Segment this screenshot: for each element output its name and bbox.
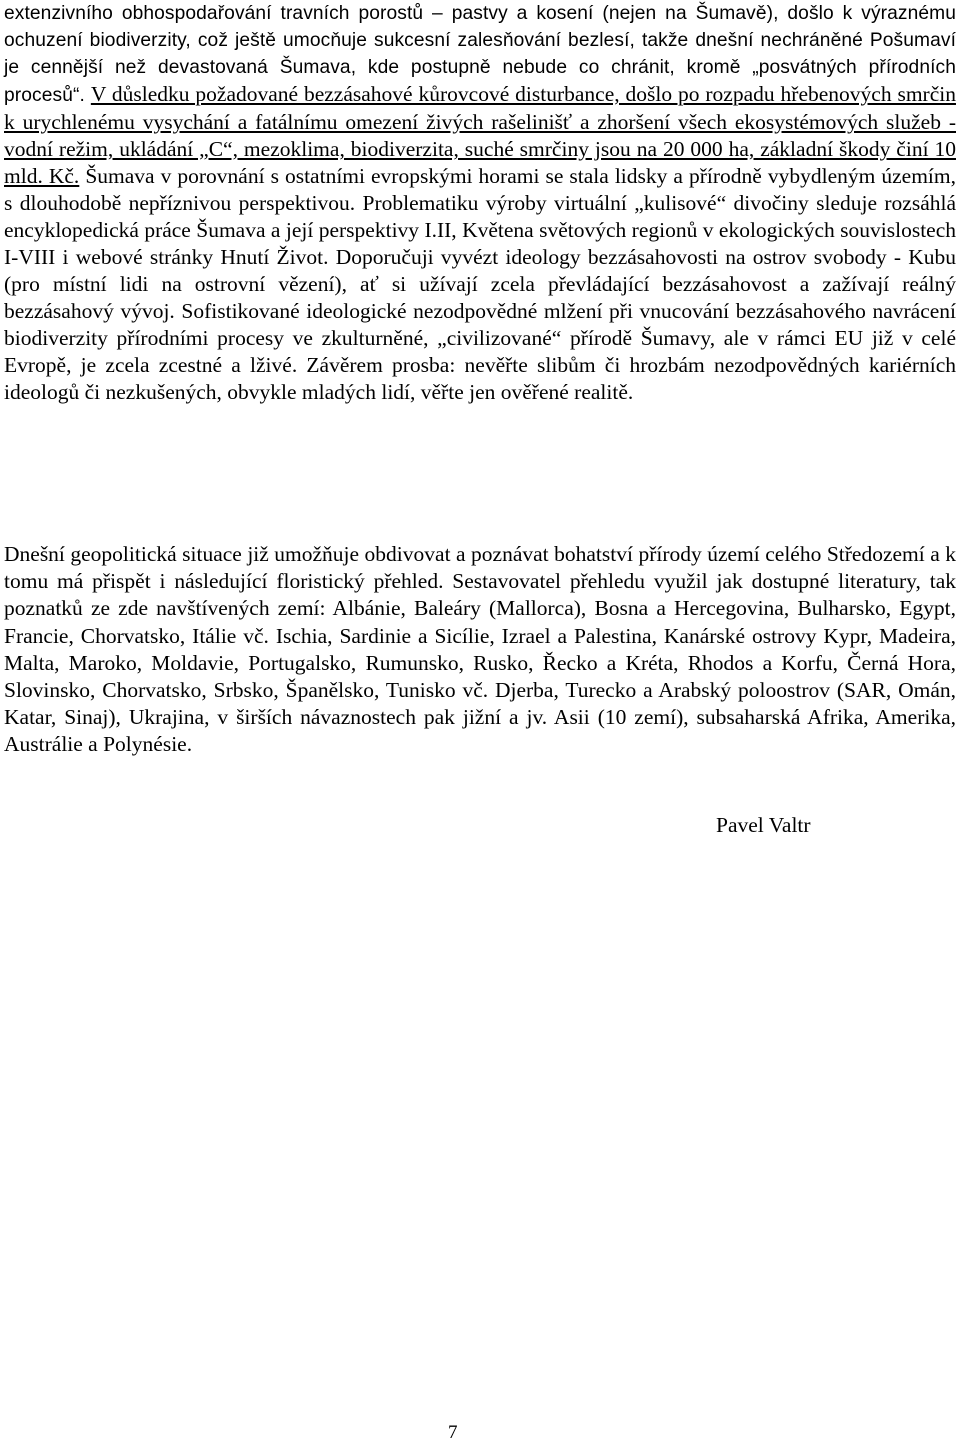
document-page <box>4 0 956 1444</box>
page-number: 7 <box>448 1422 458 1443</box>
paragraph-intro-serif-text: Problematiku výroby virtuální „kulisové“ divočiny sleduje rozsáhlá encyklopedická práce Šumava a její perspektivy I.II, Květena světových regionů v ekologických souvislostech I-VIII i webové stránky Hnutí Život. Doporučuji vyvézt ideology bezzásahovosti na ostrov svobody - Kubu (pro místní lidi na ostrovní vězení), ať si užívají zcela převládající bezzásahovost a zažívají reálný bezzásahový vývoj. Sofistikované ideologické nezodpovědné mlžení při vnucování bezzásahového navrácení biodiverzity přírodními procesy ve zkulturněné, „civilizované“ přírodě Šumavy, ale v rámci EU již v celé Evropě, je zcela zcestné a lživé. Závěrem prosba: nevěřte slibům či hrozbám nezodpovědných kariérních ideologů či nezkušených, obvykle mladých lidí, věřte jen ověřené realitě. <box>4 191 957 404</box>
paragraph-intro-underlined-text: V důsledku požadované bezzásahové kůrovcové disturbance, došlo po rozpadu hřebenových smrčin k urychlenému vysychání a fatálnímu omezení živých rašelinišť a zhoršení všech ekosystémových služeb - vodní režim, ukládání „C“, mezoklima, biodiverzita, suché smrčiny jsou na 20 000 ha, základní škody činí 10 mld. Kč. <box>4 82 956 188</box>
paragraph-intro-sumava-text: Šumava v porovnání s ostatními evropskými horami se stala lidsky a přírodně vybydleným územím, s dlouhodobě nepříznivou perspektivou. <box>4 164 956 215</box>
paragraph-intro <box>4 0 956 406</box>
paragraph-intro-sans-text: extenzivního obhospodařování travních porostů – pastvy a kosení (nejen na Šumavě), došlo k výraznému ochuzení biodiverzity, což ještě umocňuje sukcesní zalesňování bezlesí, takže dnešní nechráněné Pošumaví je cennější než devastovaná Šumava, kde postupně nebude co chránit, kromě „posvátných přírodních procesů“. <box>4 3 956 106</box>
author-signature: Pavel Valtr <box>716 813 811 837</box>
paragraph-geopolitics: Dnešní geopolitická situace již umožňuje obdivovat a poznávat bohatství přírody území celého Středozemí a k tomu má přispět i následující floristický přehled. Sestavovatel přehledu využil jak dostupné literatury, tak poznatků ze zde navštívených zemí: Albánie, Baleáry (Mallorca), Bosna a Hercegovina, Bulharsko, Egypt, Francie, Chorvatsko, Itálie vč. Ischia, Sardinie a Sicílie, Izrael a Palestina, Kanárské ostrovy Kypr, Madeira, Malta, Maroko, Moldavie, Portugalsko, Rumunsko, Rusko, Řecko a Kréta, Rhodos a Korfu, Černá Hora, Slovinsko, Chorvatsko, Srbsko, Španělsko, Tunisko vč. Djerba, Turecko a Arabský poloostrov (SAR, Omán, Katar, Sinaj), Ukrajina, v širších návaznostech pak jižní a jv. Asii (10 zemí), subsaharská Afrika, Amerika, Austrálie a Polynésie. <box>4 542 956 757</box>
